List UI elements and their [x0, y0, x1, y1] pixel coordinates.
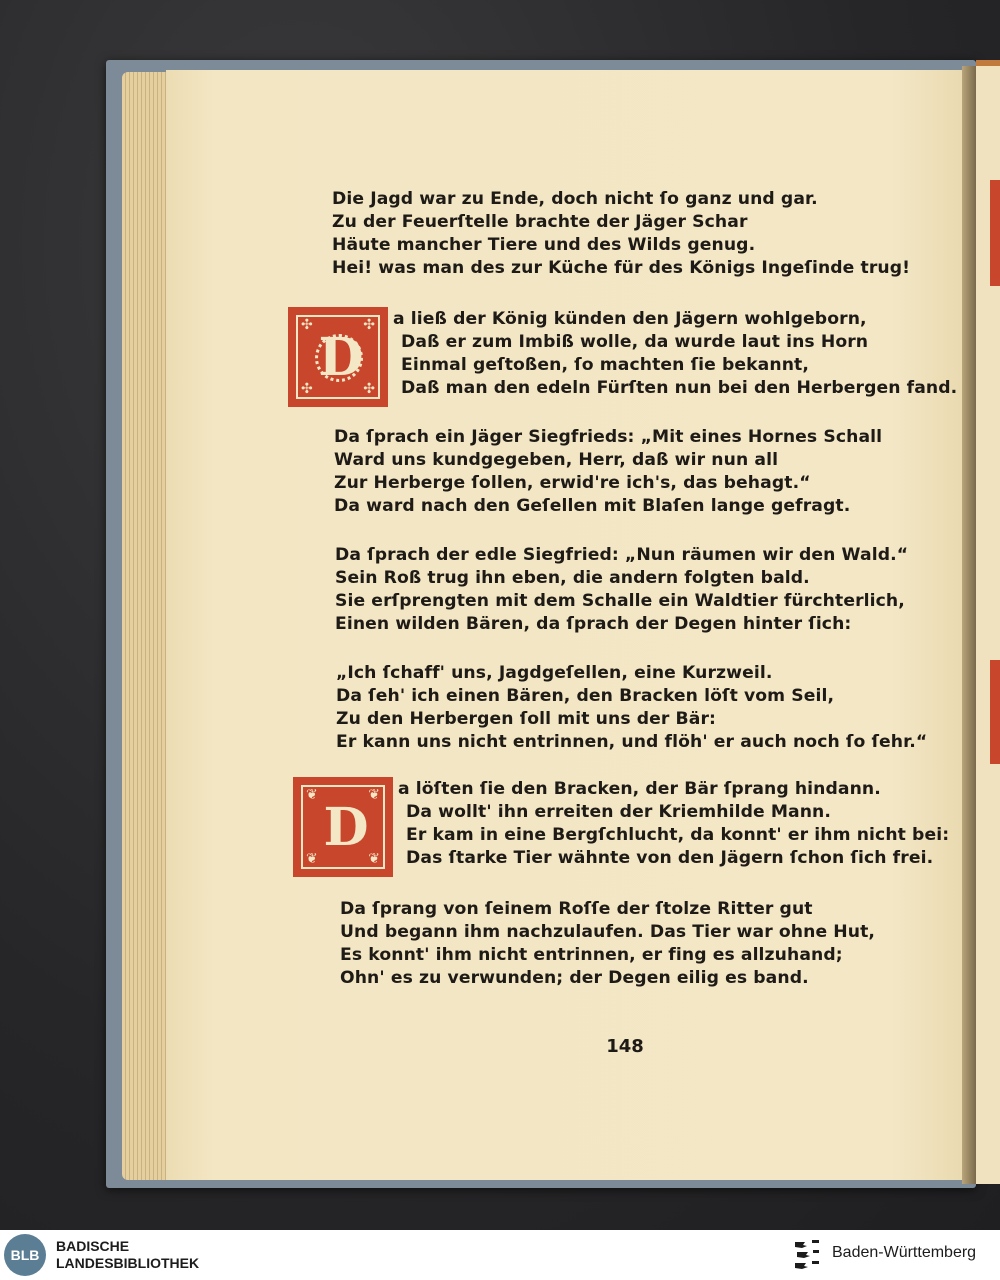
- verse-line: Zu den Herbergen ſoll mit uns der Bär:: [336, 709, 717, 729]
- stanza-6: [398, 778, 949, 870]
- stanza-7: [340, 898, 875, 990]
- ornament-icon: ✣: [301, 317, 313, 333]
- initial-letter: D: [323, 797, 369, 858]
- verse-line: Daß er zum Imbiß wolle, da wurde laut ins Horn: [401, 332, 869, 352]
- verse-line: Da ſprang von ſeinem Roſſe der ſtolze Ritter gut: [340, 899, 813, 919]
- library-name-line1: BADISCHE: [56, 1238, 130, 1254]
- verse-line: Da ward nach den Geſellen mit Blaſen lange gefragt.: [334, 496, 851, 516]
- verse-line: Daß man den edeln Fürſten nun bei den Herbergen fand.: [401, 378, 958, 398]
- stanza-1: [332, 188, 910, 280]
- verse-line: Da wollt' ihn erreiten der Kriemhilde Mann.: [406, 802, 832, 822]
- verse-line: Das ſtarke Tier wähnte von den Jägern ſchon ſich frei.: [406, 848, 934, 868]
- ornament-icon: ✣: [301, 381, 313, 397]
- verse-line: Es konnt' ihm nicht entrinnen, er fing es allzuhand;: [340, 945, 843, 965]
- facing-page-initial: [990, 660, 1000, 764]
- verse-line: Sie erſprengten mit dem Schalle ein Waldtier fürchterlich,: [335, 591, 905, 611]
- verse-line: Er kam in eine Bergſchlucht, da konnt' er ihm nicht bei:: [406, 825, 950, 845]
- library-logo-icon[interactable]: BLB: [4, 1234, 46, 1276]
- verse-line: Sein Roß trug ihn eben, die andern folgten bald.: [335, 568, 810, 588]
- verse-line: a löſten ſie den Bracken, der Bär ſprang hindann.: [398, 779, 881, 799]
- verse-line: Häute mancher Tiere und des Wilds genug.: [332, 235, 756, 255]
- decorated-initial: [293, 777, 393, 877]
- decorated-initial: [288, 307, 388, 407]
- ornament-icon: ✣: [363, 317, 375, 333]
- footer-bar: [0, 1230, 1000, 1280]
- facing-page-initial: [990, 180, 1000, 286]
- verse-line: Zur Herberge ſollen, erwid're ich's, das behagt.“: [334, 473, 811, 493]
- verse-line: Und begann ihm nachzulaufen. Das Tier war ohne Hut,: [340, 922, 876, 942]
- ornament-icon: ✣: [363, 381, 375, 397]
- verse-line: Ward uns kundgegeben, Herr, daß wir nun all: [334, 450, 779, 470]
- library-name-line2: LANDESBIBLIOTHEK: [56, 1255, 200, 1271]
- verse-line: Die Jagd war zu Ende, doch nicht ſo ganz und gar.: [332, 189, 818, 209]
- stanza-4: [335, 544, 908, 636]
- verse-line: Einen wilden Bären, da ſprach der Degen hinter ſich:: [335, 614, 852, 634]
- verse-line: Da ſeh' ich einen Bären, den Bracken löſt vom Seil,: [336, 686, 835, 706]
- stanza-2: [393, 308, 957, 400]
- verse-line: Zu der Feuerſtelle brachte der Jäger Schar: [332, 212, 748, 232]
- verse-line: „Ich ſchaff' uns, Jagdgeſellen, eine Kurzweil.: [336, 663, 773, 683]
- book-gutter: [962, 66, 976, 1184]
- state-name[interactable]: Baden-Württemberg: [832, 1244, 977, 1261]
- ornament-icon: ❦: [306, 851, 318, 867]
- library-name[interactable]: [56, 1238, 199, 1272]
- verse-line: Da ſprach der edle Siegfried: „Nun räumen wir den Wald.“: [335, 545, 909, 565]
- stanza-3: [334, 426, 882, 518]
- ornament-icon: ❦: [368, 787, 380, 803]
- state-coat-of-arms-icon[interactable]: [792, 1238, 822, 1272]
- verse-line: Er kann uns nicht entrinnen, und flöh' er auch noch ſo ſehr.“: [336, 732, 928, 752]
- verse-line: Ohn' es zu verwunden; der Degen eilig es band.: [340, 968, 809, 988]
- verse-line: Da ſprach ein Jäger Siegfrieds: „Mit eines Hornes Schall: [334, 427, 883, 447]
- page-number: 148: [606, 1036, 644, 1057]
- verse-line: Hei! was man des zur Küche für des Königs Ingeſinde trug!: [332, 258, 911, 278]
- verse-line: Einmal geſtoßen, ſo machten ſie bekannt,: [401, 355, 809, 375]
- initial-letter: D: [318, 327, 364, 388]
- ornament-icon: ❦: [368, 851, 380, 867]
- stanza-5: [336, 662, 927, 754]
- ornament-icon: ❦: [306, 787, 318, 803]
- verse-line: a ließ der König künden den Jägern wohlgeborn,: [393, 309, 867, 329]
